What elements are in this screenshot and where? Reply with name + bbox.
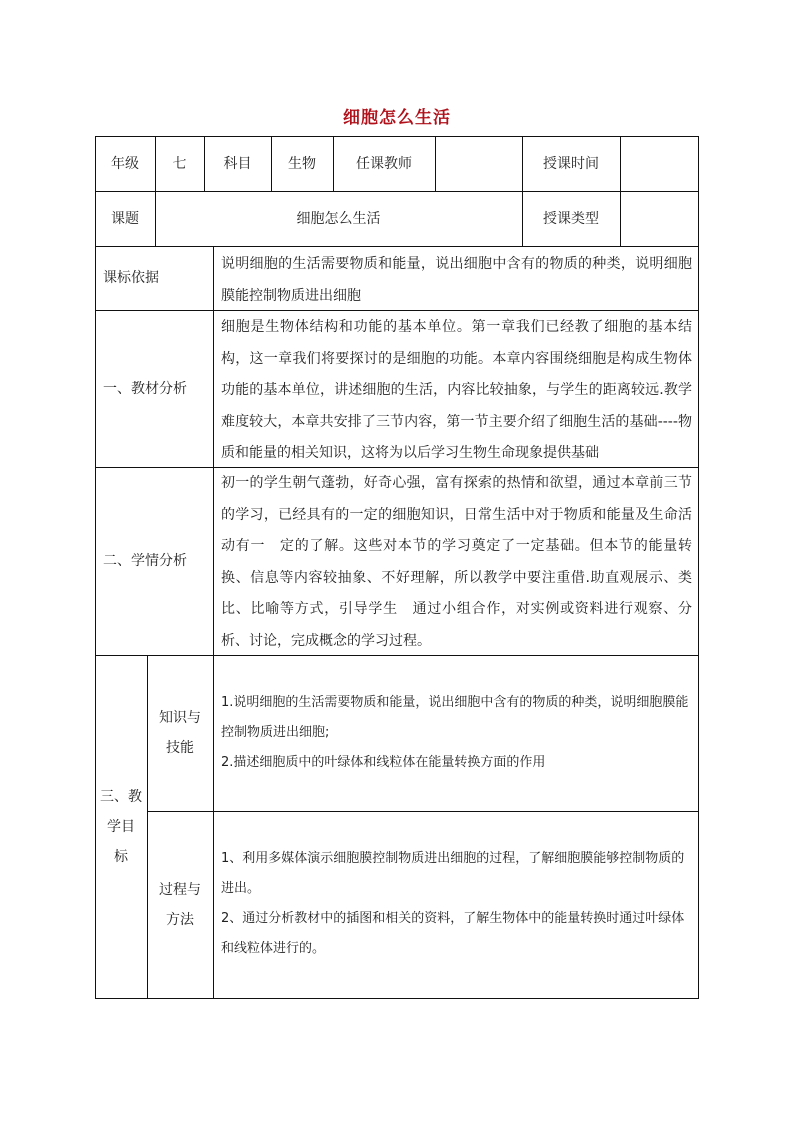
student-analysis-label: 二、学情分析: [103, 553, 187, 569]
teacher-label: 任课教师: [356, 155, 412, 172]
teaching-goals-label: [95, 655, 147, 998]
knowledge-skills-label-line: 知识与: [159, 710, 201, 726]
topic-value: 细胞怎么生活: [296, 210, 381, 227]
process-goal-item: 1、利用多媒体演示细胞膜控制物质进出细胞的过程，了解细胞膜能够控制物质的进出。: [221, 851, 685, 896]
type-label: 授课类型: [543, 210, 599, 227]
teacher-value: [435, 136, 522, 191]
document-title: 细胞怎么生活: [343, 108, 451, 128]
process-methods-label: [147, 811, 213, 998]
time-label: 授课时间: [543, 155, 599, 172]
subject-label: 科目: [223, 155, 252, 172]
type-value: [620, 191, 698, 246]
row-divider: [147, 811, 699, 812]
knowledge-skills-label-line: 技能: [166, 740, 194, 756]
knowledge-skills-content: [213, 688, 698, 778]
table-border-right: [698, 136, 699, 999]
topic-label: 课题: [111, 210, 139, 227]
teaching-goals-label-line: 学目: [107, 818, 135, 835]
process-goal-item: 2、通过分析教材中的插图和相关的资料，了解生物体中的能量转换时通过叶绿体和线粒体进行的。: [221, 911, 685, 956]
subject-value: 生物: [288, 155, 316, 172]
teaching-goals-label-line: 标: [114, 848, 128, 865]
grade-label: 年级: [111, 155, 139, 172]
grade-value: 七: [172, 155, 187, 172]
process-methods-label-line: 方法: [166, 911, 194, 928]
process-methods-content: [213, 844, 698, 964]
knowledge-skills-label: [147, 655, 213, 811]
knowledge-goal-item: 2.描述细胞质中的叶绿体和线粒体在能量转换方面的作用: [221, 755, 546, 770]
basis-text: 说明细胞的生活需要物质和能量，说出细胞中含有的物质的种类，说明细胞膜能控制物质进出细胞: [221, 256, 692, 304]
knowledge-goal-item: 1.说明细胞的生活需要物质和能量，说出细胞中含有的物质的种类，说明细胞膜能控制物质进出细胞;: [221, 695, 689, 740]
student-analysis-text: 初一的学生朝气蓬勃，好奇心强，富有探索的热情和欲望，通过本章前三节的学习，已经具有的一定的细胞知识，日常生活中对于物质和能量及生命活动有一 定的了解。这些对本节的学习奠定了一定基础。但本节的能量转换、信息等内容较抽象、不好理解，所以教学中要注重借.助直观展示、类比、比喻等方式，引导学生 通过小组合作，对实例或资料进行观察、分析、讨论，完成概念的学习过程。: [221, 475, 692, 649]
textbook-analysis-text: 细胞是生物体结构和功能的基本单位。第一章我们已经教了细胞的基本结构，这一章我们将要探讨的是细胞的功能。本章内容围绕细胞是构成生物体功能的基本单位，讲述细胞的生活，内容比较抽象，与学生的距离较远.教学难度较大，本章共安排了三节内容，第一节主要介绍了细胞生活的基础----物质和能量的相关知识，这将为以后学习生物生命现象提供基础: [221, 319, 692, 462]
time-value: [620, 136, 698, 191]
teaching-goals-label-line: 三、教: [100, 788, 142, 805]
textbook-analysis-label: 一、教材分析: [103, 380, 187, 397]
table-border-bottom: [95, 998, 699, 999]
process-methods-label-line: 过程与: [159, 881, 201, 898]
basis-label: 课标依据: [103, 270, 159, 286]
